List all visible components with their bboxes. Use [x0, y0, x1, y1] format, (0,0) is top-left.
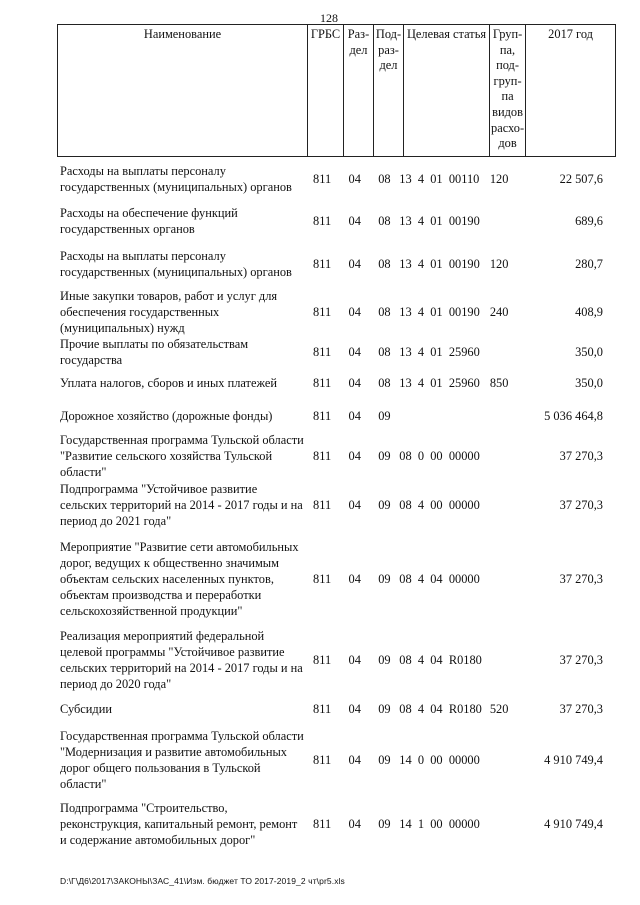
row-sum: 37 270,3	[559, 448, 603, 463]
table-row	[57, 204, 609, 238]
row-celevaya-statya: 13 4 01 00190	[399, 304, 480, 319]
table-row	[57, 531, 609, 627]
row-podrazdel: 08	[378, 304, 391, 319]
row-grbs: 811	[313, 256, 332, 271]
row-razdel: 04	[348, 375, 361, 390]
row-sum: 37 270,3	[559, 497, 603, 512]
table-row	[57, 247, 609, 281]
row-sum: 22 507,6	[559, 171, 603, 186]
row-name: Подпрограмма "Строительство, реконструкция, капитальный ремонт, ремонт и содержание автомобильных дорог"	[60, 801, 298, 847]
row-razdel: 04	[348, 408, 361, 423]
header-grbs: ГРБС	[308, 25, 344, 157]
row-celevaya-statya: 13 4 01 00190	[399, 213, 480, 228]
row-grbs: 811	[313, 752, 332, 767]
row-grbs: 811	[313, 408, 332, 423]
row-grbs: 811	[313, 652, 332, 667]
table-row	[57, 481, 609, 529]
row-razdel: 04	[348, 256, 361, 271]
row-vid-rashodov: 520	[489, 701, 509, 716]
row-vid-rashodov: 850	[489, 375, 509, 390]
row-celevaya-statya: 08 4 00 00000	[399, 497, 480, 512]
row-podrazdel: 09	[378, 816, 391, 831]
row-name: Подпрограмма "Устойчивое развитие сельских территорий на 2014 - 2017 годы и на период до 2021 года"	[60, 482, 303, 528]
header-celevaya-statya: Целевая статья	[404, 25, 490, 157]
row-name: Расходы на обеспечение функций государственных органов	[60, 206, 238, 236]
page-number: 128	[320, 11, 338, 25]
row-sum: 408,9	[575, 304, 603, 319]
row-podrazdel: 08	[378, 171, 391, 186]
row-sum: 280,7	[575, 256, 603, 271]
row-sum: 350,0	[575, 344, 603, 359]
row-razdel: 04	[348, 652, 361, 667]
row-razdel: 04	[348, 752, 361, 767]
row-podrazdel: 09	[378, 571, 391, 586]
row-razdel: 04	[348, 344, 361, 359]
row-grbs: 811	[313, 375, 332, 390]
row-celevaya-statya: 13 4 01 25960	[399, 375, 480, 390]
row-sum: 4 910 749,4	[544, 816, 603, 831]
row-sum: 37 270,3	[559, 701, 603, 716]
table-row	[57, 628, 609, 692]
row-podrazdel: 08	[378, 256, 391, 271]
table-row	[57, 335, 609, 369]
row-razdel: 04	[348, 816, 361, 831]
row-razdel: 04	[348, 571, 361, 586]
row-celevaya-statya: 13 4 01 00190	[399, 256, 480, 271]
row-celevaya-statya: 08 0 00 00000	[399, 448, 480, 463]
row-podrazdel: 09	[378, 701, 391, 716]
row-celevaya-statya: 13 4 01 00110	[399, 171, 480, 186]
row-name: Государственная программа Тульской области "Модернизация и развитие автомобильных дорог общего пользования в Тульской области"	[60, 729, 304, 791]
table-row	[57, 728, 609, 792]
row-vid-rashodov: 120	[489, 256, 509, 271]
row-grbs: 811	[313, 171, 332, 186]
row-razdel: 04	[348, 171, 361, 186]
row-vid-rashodov: 240	[489, 304, 509, 319]
row-name: Уплата налогов, сборов и иных платежей	[60, 376, 278, 390]
row-grbs: 811	[313, 344, 332, 359]
row-razdel: 04	[348, 213, 361, 228]
row-name: Государственная программа Тульской области "Развитие сельского хозяйства Тульской области"	[60, 433, 304, 479]
row-podrazdel: 08	[378, 375, 391, 390]
row-podrazdel: 08	[378, 213, 391, 228]
row-razdel: 04	[348, 497, 361, 512]
row-podrazdel: 09	[378, 497, 391, 512]
table-header	[57, 24, 616, 157]
row-celevaya-statya: 14 1 00 00000	[399, 816, 480, 831]
header-gruppa-vidov-rashodov: Груп- па, под- груп- па видов расхо- дов	[490, 25, 526, 157]
header-name: Наименование	[58, 25, 308, 157]
row-sum: 689,6	[575, 213, 603, 228]
row-grbs: 811	[313, 213, 332, 228]
row-grbs: 811	[313, 701, 332, 716]
table-row	[57, 162, 609, 196]
row-podrazdel: 09	[378, 408, 391, 423]
row-celevaya-statya: 08 4 04 00000	[399, 571, 480, 586]
row-name: Субсидии	[60, 702, 112, 716]
row-sum: 37 270,3	[559, 571, 603, 586]
row-celevaya-statya: 08 4 04 R0180	[399, 652, 482, 667]
row-podrazdel: 09	[378, 752, 391, 767]
row-sum: 350,0	[575, 375, 603, 390]
row-name: Иные закупки товаров, работ и услуг для обеспечения государственных (муниципальных) нужд	[60, 289, 278, 335]
row-razdel: 04	[348, 448, 361, 463]
row-sum: 37 270,3	[559, 652, 603, 667]
row-name: Дорожное хозяйство (дорожные фонды)	[60, 409, 273, 423]
row-podrazdel: 09	[378, 652, 391, 667]
row-podrazdel: 09	[378, 448, 391, 463]
table-row	[57, 432, 609, 480]
row-grbs: 811	[313, 448, 332, 463]
row-name: Мероприятие "Развитие сети автомобильных дорог, ведущих к общественно значимым объектам сельских населенных пунктов, объектам производства и переработки сельскохозяйственной продукции"	[60, 540, 299, 618]
table-row	[57, 700, 609, 718]
row-podrazdel: 08	[378, 344, 391, 359]
row-sum: 5 036 464,8	[544, 408, 603, 423]
row-grbs: 811	[313, 304, 332, 319]
table-row	[57, 407, 609, 425]
row-celevaya-statya: 08 4 04 R0180	[399, 701, 482, 716]
row-razdel: 04	[348, 701, 361, 716]
row-name: Реализация мероприятий федеральной целевой программы "Устойчивое развитие сельских территорий на 2014 - 2017 годы и на период до 2020 года"	[60, 629, 303, 691]
table-row	[57, 792, 609, 856]
row-celevaya-statya: 13 4 01 25960	[399, 344, 480, 359]
header-razdel: Раз- дел	[344, 25, 374, 157]
row-grbs: 811	[313, 497, 332, 512]
row-vid-rashodov: 120	[489, 171, 509, 186]
row-sum: 4 910 749,4	[544, 752, 603, 767]
row-razdel: 04	[348, 304, 361, 319]
table-row	[57, 288, 609, 336]
table-row	[57, 374, 609, 392]
row-name: Прочие выплаты по обязательствам государства	[60, 337, 249, 367]
row-name: Расходы на выплаты персоналу государственных (муниципальных) органов	[60, 249, 292, 279]
header-podrazdel: Под- раз- дел	[374, 25, 404, 157]
row-celevaya-statya: 14 0 00 00000	[399, 752, 480, 767]
row-grbs: 811	[313, 571, 332, 586]
row-grbs: 811	[313, 816, 332, 831]
file-path-footer: D:\Г\Д6\2017\ЗАКОНЫ\ЗАС_41\Изм. бюджет ТО 2017-2019_2 чт\pr5.xls	[60, 876, 345, 886]
header-year: 2017 год	[526, 25, 616, 157]
row-name: Расходы на выплаты персоналу государственных (муниципальных) органов	[60, 164, 292, 194]
